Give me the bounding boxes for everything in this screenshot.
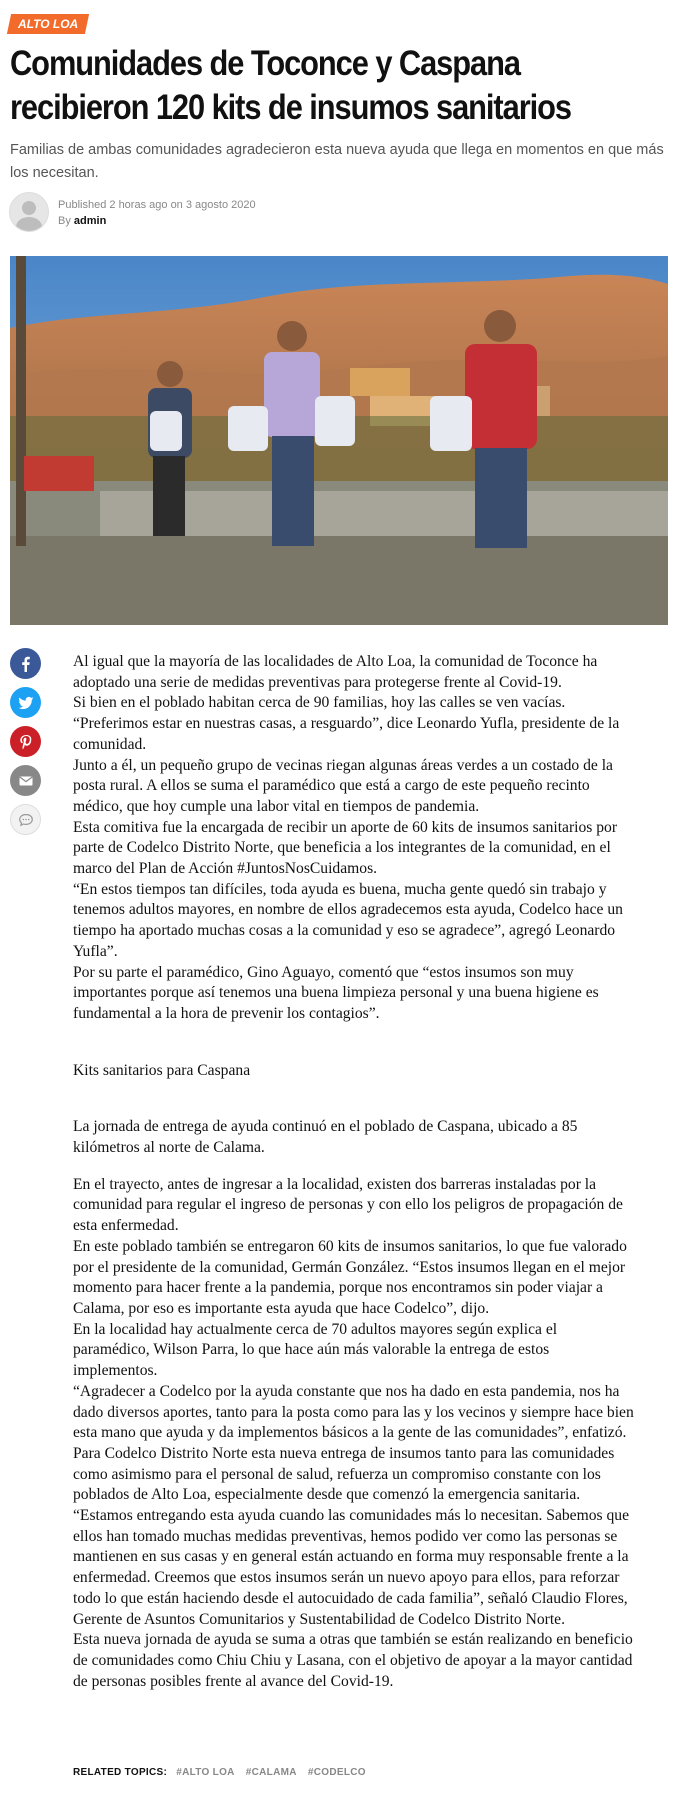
published-on-label: on: [170, 199, 183, 211]
twitter-share-button[interactable]: [10, 687, 41, 718]
paragraph: Por su parte el paramédico, Gino Aguayo, comentó que “estos insumos son muy importantes porque así tenemos una buena limpieza personal y una buena higiene es fundamental a la hora de prevenir los contagios”.: [73, 963, 599, 1022]
author-name[interactable]: admin: [73, 215, 107, 227]
published-label: Published: [58, 199, 107, 211]
comment-button[interactable]: [10, 804, 41, 835]
paragraph: “Agradecer a Codelco por la ayuda constante que nos ha dado en esta pandemia, nos ha dado diversos aportes, tanto para la posta como para las y los vecinos y siempre hace bien esta mano que ayuda y da implementos básicos a la gente de las comunidades”, enfatizó.: [73, 1382, 634, 1442]
paragraph: Esta comitiva fue la encargada de recibir un aporte de 60 kits de insumos sanitarios por parte de Codelco Distrito Norte, que beneficia a los integrantes de la comunidad, en el marco del Plan de Acción #JuntosNosCuidamos.: [73, 818, 618, 878]
tag-link[interactable]: #CODELCO: [307, 1767, 366, 1778]
published-ago: 2 horas ago: [109, 199, 168, 211]
by-label: By: [58, 215, 71, 227]
avatar-body-shape: [16, 217, 42, 232]
tag-link[interactable]: #ALTO LOA: [176, 1767, 235, 1778]
spacer: [73, 1081, 635, 1117]
paragraph: “En estos tiempos tan difíciles, toda ayuda es buena, mucha gente quedó sin trabajo y tenemos adultos mayores, en nombre de ellos agradecemos esta ayuda, Codelco hace un tiempo ha aportado muchas cosas a la comunidad y eso se agradece”, agregó Leonardo Yufla”.: [73, 880, 623, 960]
paragraph: En el trayecto, antes de ingresar a la localidad, existen dos barreras instaladas por la comunidad para regular el ingreso de personas y con ello los peligros de propagación de esta enfermedad.: [73, 1175, 623, 1235]
category-badge[interactable]: [7, 14, 89, 34]
pinterest-icon: [18, 734, 34, 750]
paragraph: Si bien en el poblado habitan cerca de 90 familias, hoy las calles se ven vacías. “Preferimos estar en nuestras casas, a resguardo”, dice Leonardo Yufla, presidente de la comunidad.: [73, 694, 620, 753]
paragraph: Para Codelco Distrito Norte esta nueva entrega de insumos tanto para las comunidades como asimismo para el personal de salud, refuerza un compromiso constante con los poblados de Alto Loa, especialmente desde que comenzó la emergencia sanitaria.: [73, 1444, 615, 1504]
paragraph: En la localidad hay actualmente cerca de 70 adultos mayores según explica el paramédico, Wilson Parra, lo que hace aún más valorable la entrega de estos implementos.: [73, 1320, 558, 1380]
category-label: ALTO LOA: [18, 17, 79, 31]
publish-line: [58, 197, 256, 213]
paragraph: La jornada de entrega de ayuda continuó en el poblado de Caspana, ubicado a 85 kilómetros al norte de Calama.: [73, 1118, 578, 1157]
published-date: 3 agosto 2020: [185, 199, 256, 211]
avatar-head-shape: [22, 201, 36, 215]
tag-link[interactable]: #CALAMA: [245, 1767, 297, 1778]
author-line: [58, 213, 256, 229]
email-icon: [18, 773, 34, 789]
author-avatar[interactable]: [9, 192, 49, 232]
section-heading: Kits sanitarios para Caspana: [73, 1061, 251, 1079]
comment-icon: [18, 812, 34, 828]
featured-photo-illustration: [10, 256, 668, 625]
paragraph: En este poblado también se entregaron 60 kits de insumos sanitarios, lo que fue valorado por el presidente de la comunidad, Germán González. “Estos insumos llegan en el mejor momento para hacer frente a la pandemia, porque nos encontramos sin poder viajar a Calama, por eso es importante esta ayuda que hace Codelco”, dijo.: [73, 1237, 627, 1317]
email-share-button[interactable]: [10, 765, 41, 796]
article-subtitle: Familias de ambas comunidades agradecieron esta nueva ayuda que llega en momentos en que más los necesitan.: [10, 142, 664, 181]
facebook-icon: [18, 656, 34, 672]
pinterest-share-button[interactable]: [10, 726, 41, 757]
twitter-icon: [18, 695, 34, 711]
paragraph: Junto a él, un pequeño grupo de vecinas riegan algunas áreas verdes a un costado de la posta rural. A ellos se suma el paramédico que está a cargo de este pequeño recinto médico, que hoy cumple una labor vital en tiempos de pandemia.: [73, 756, 613, 815]
related-topics: [73, 1767, 374, 1778]
paragraph: “Estamos entregando esta ayuda cuando las comunidades más lo necesitan. Sabemos que ellos han tomado muchas medidas preventivas, hemos podido ver como las personas se mantienen en sus casas y en general están actuando en forma muy responsable frente a la enfermedad. Creemos que estos insumos serán un nuevo apoyo para ellos, para reforzar todo lo que están haciendo desde el autocuidado de cada familia”, señaló Claudio Flores, Gerente de Asuntos Comunitarios y Sustentabilidad de Codelco Distrito Norte.: [73, 1507, 630, 1628]
spacer: [73, 1159, 635, 1175]
post-meta: [58, 197, 256, 229]
featured-image: [10, 256, 668, 625]
paragraph: Esta nueva jornada de ayuda se suma a otras que también se están realizando en beneficio de comunidades como Chiu Chiu y Lasana, con el objetivo de apoyar a la mayor cantidad de personas posibles frente al avance del Covid-19.: [73, 1631, 633, 1690]
page-title: [10, 42, 591, 130]
spacer: [73, 1025, 635, 1061]
article-body: [73, 652, 635, 1692]
related-topics-label: RELATED TOPICS:: [73, 1767, 168, 1778]
paragraph: Al igual que la mayoría de las localidades de Alto Loa, la comunidad de Toconce ha adoptado una serie de medidas preventivas para protegerse frente al Covid-19.: [73, 653, 598, 691]
headline-line-2: recibieron 120 kits de insumos sanitarios: [10, 88, 571, 127]
headline-line-1: Comunidades de Toconce y Caspana: [10, 44, 520, 83]
facebook-share-button[interactable]: [10, 648, 41, 679]
